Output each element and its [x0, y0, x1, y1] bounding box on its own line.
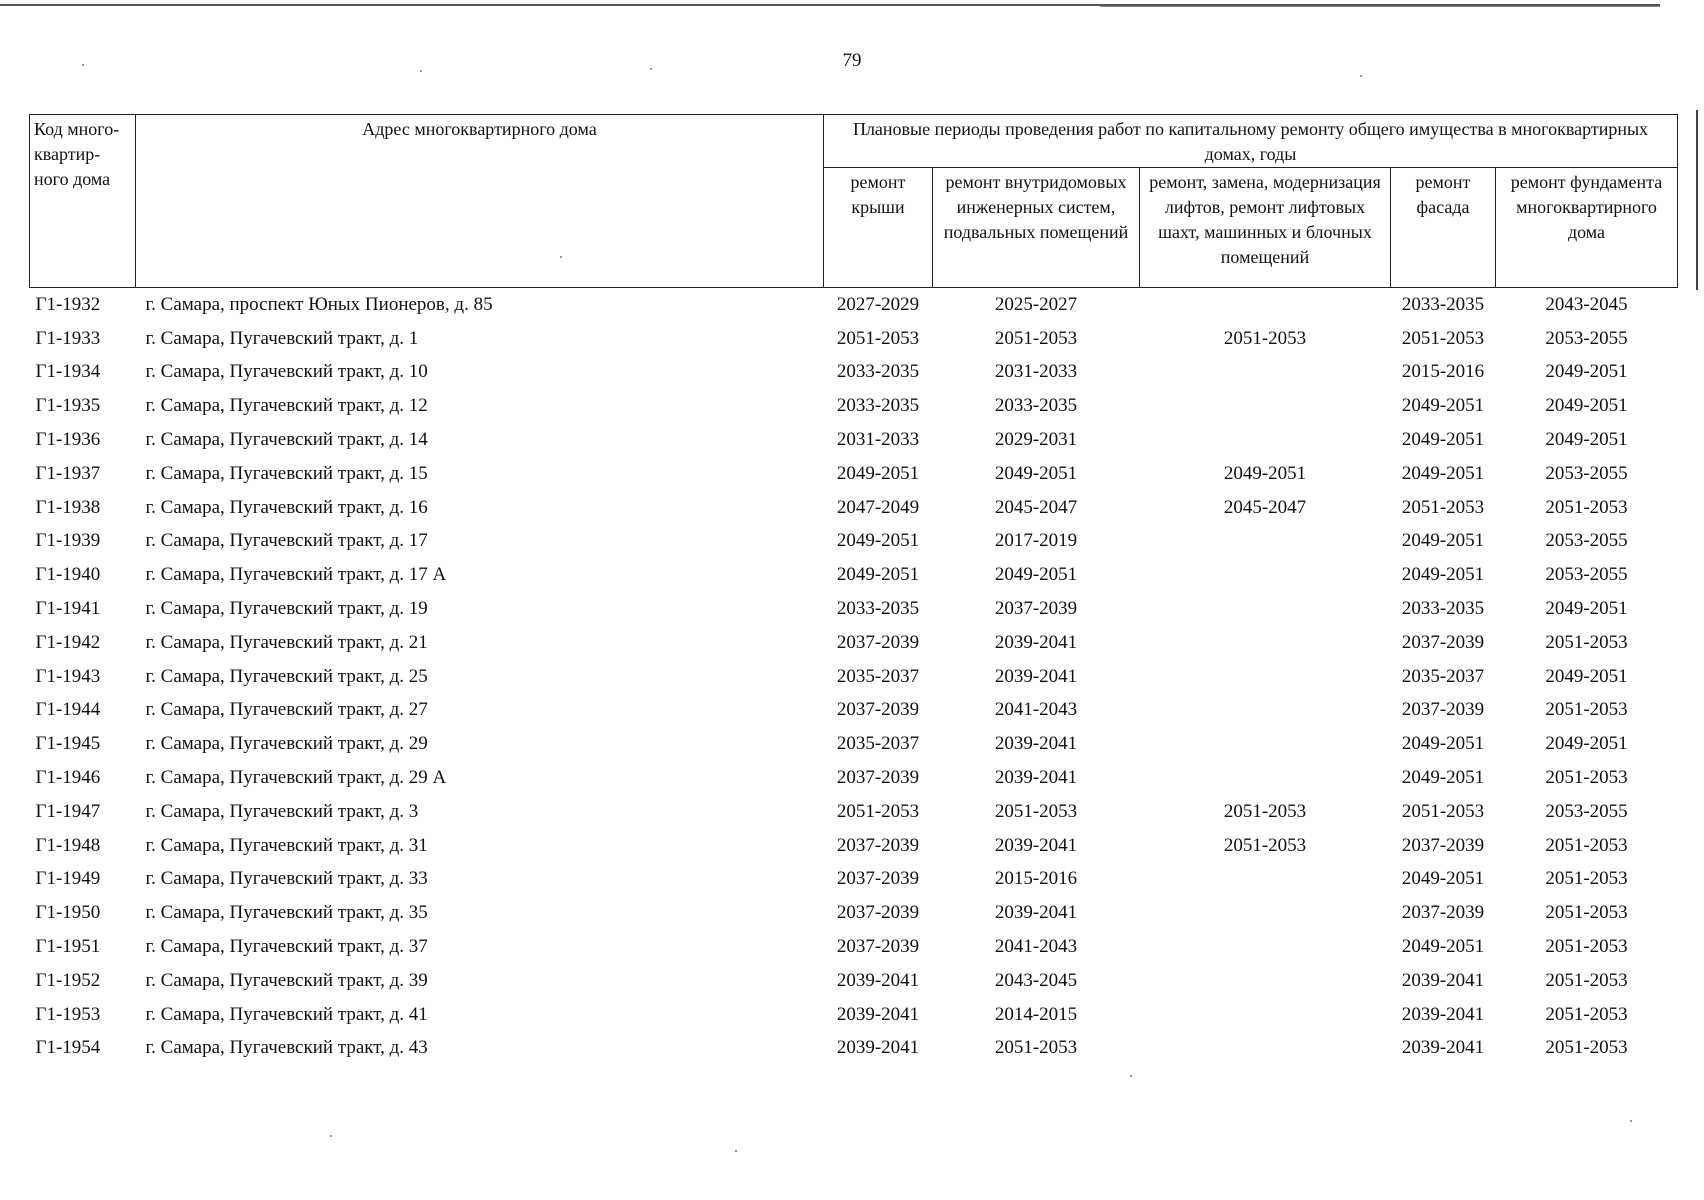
- cell-lifts: [1140, 558, 1391, 592]
- table-row: [30, 727, 1678, 761]
- table-row: [30, 423, 1678, 457]
- cell-address: г. Самара, Пугачевский тракт, д. 15: [145, 462, 428, 484]
- cell-foundation: 2051-2053: [1545, 936, 1628, 958]
- cell-code: Г1-1936: [35, 429, 101, 451]
- cell-code: Г1-1952: [35, 969, 101, 991]
- cell-address: г. Самара, Пугачевский тракт, д. 27: [145, 699, 428, 721]
- cell-roof: 2039-2041: [836, 1037, 920, 1059]
- cell-address: г. Самара, Пугачевский тракт, д. 12: [145, 395, 428, 417]
- cell-lifts: 2049-2051: [1223, 462, 1307, 484]
- cell-roof: 2037-2039: [836, 936, 920, 958]
- cell-foundation: 2049-2051: [1545, 361, 1628, 383]
- table-row: [30, 998, 1678, 1032]
- cell-foundation: 2053-2055: [1545, 800, 1628, 822]
- cell-roof: 2027-2029: [836, 293, 920, 315]
- cell-lifts: [1140, 964, 1391, 998]
- cell-facade: 2049-2051: [1401, 429, 1485, 451]
- cell-lifts: [1140, 998, 1391, 1032]
- cell-code: Г1-1935: [35, 395, 101, 417]
- cell-foundation: 2051-2053: [1545, 1037, 1628, 1059]
- cell-roof: 2037-2039: [836, 868, 920, 890]
- cell-lifts: 2051-2053: [1223, 800, 1307, 822]
- cell-facade: 2039-2041: [1401, 969, 1485, 991]
- cell-address: г. Самара, Пугачевский тракт, д. 43: [145, 1037, 428, 1059]
- cell-engineering: 2037-2039: [994, 598, 1078, 620]
- cell-roof: 2037-2039: [836, 767, 920, 789]
- cell-lifts: 2045-2047: [1223, 496, 1307, 518]
- cell-foundation: 2049-2051: [1545, 733, 1628, 755]
- cell-roof: 2037-2039: [836, 699, 920, 721]
- cell-facade: 2049-2051: [1401, 733, 1485, 755]
- table-row: [30, 558, 1678, 592]
- cell-engineering: 2051-2053: [994, 800, 1078, 822]
- page-number: 79: [842, 50, 862, 71]
- cell-lifts: [1140, 660, 1391, 694]
- cell-engineering: 2051-2053: [994, 327, 1078, 349]
- cell-foundation: 2043-2045: [1545, 293, 1628, 315]
- table-row: [30, 761, 1678, 795]
- cell-address: г. Самара, Пугачевский тракт, д. 10: [145, 361, 428, 383]
- table-row: [30, 457, 1678, 491]
- cell-roof: 2031-2033: [836, 429, 920, 451]
- cell-address: г. Самара, Пугачевский тракт, д. 17 А: [145, 564, 447, 586]
- cell-foundation: 2051-2053: [1545, 631, 1628, 653]
- cell-roof: 2051-2053: [836, 327, 920, 349]
- cell-foundation: 2053-2055: [1545, 564, 1628, 586]
- cell-facade: 2051-2053: [1401, 496, 1485, 518]
- table-row: [30, 389, 1678, 423]
- scan-speck: [82, 64, 84, 66]
- header-periods: Плановые периоды проведения работ по капитальному ремонту общего имущества в многоквартирных домах, годы: [824, 115, 1678, 168]
- cell-lifts: [1140, 356, 1391, 390]
- cell-code: Г1-1954: [35, 1037, 101, 1059]
- cell-foundation: 2053-2055: [1545, 462, 1628, 484]
- cell-engineering: 2015-2016: [994, 868, 1078, 890]
- cell-facade: 2049-2051: [1401, 530, 1485, 552]
- cell-foundation: 2049-2051: [1545, 429, 1628, 451]
- cell-code: Г1-1938: [35, 496, 101, 518]
- scan-speck: [1360, 75, 1362, 77]
- cell-facade: 2033-2035: [1401, 598, 1485, 620]
- scan-speck: [560, 256, 562, 258]
- cell-foundation: 2049-2051: [1545, 665, 1628, 687]
- header-foundation: ремонт фундамента многоквартирного дома: [1496, 168, 1678, 288]
- cell-code: Г1-1953: [35, 1003, 101, 1025]
- cell-roof: 2033-2035: [836, 395, 920, 417]
- header-lifts: ремонт, замена, модернизация лифтов, ремонт лифтовых шахт, машинных и блочных помещений: [1140, 168, 1391, 288]
- cell-lifts: [1140, 930, 1391, 964]
- cell-engineering: 2031-2033: [994, 361, 1078, 383]
- cell-facade: 2039-2041: [1401, 1003, 1485, 1025]
- cell-facade: 2051-2053: [1401, 800, 1485, 822]
- cell-facade: 2051-2053: [1401, 327, 1485, 349]
- cell-address: г. Самара, Пугачевский тракт, д. 14: [145, 429, 428, 451]
- table-row: [30, 491, 1678, 525]
- cell-facade: 2037-2039: [1401, 834, 1485, 856]
- scan-speck: [420, 70, 422, 72]
- cell-code: Г1-1945: [35, 733, 101, 755]
- cell-lifts: [1140, 288, 1391, 322]
- table-row: [30, 525, 1678, 559]
- cell-code: Г1-1947: [35, 800, 101, 822]
- table-row: [30, 592, 1678, 626]
- cell-engineering: 2014-2015: [994, 1003, 1078, 1025]
- cell-engineering: 2039-2041: [994, 733, 1078, 755]
- cell-engineering: 2049-2051: [994, 564, 1078, 586]
- cell-facade: 2049-2051: [1401, 395, 1485, 417]
- cell-engineering: 2033-2035: [994, 395, 1078, 417]
- cell-lifts: [1140, 896, 1391, 930]
- cell-lifts: [1140, 727, 1391, 761]
- cell-facade: 2049-2051: [1401, 936, 1485, 958]
- cell-address: г. Самара, Пугачевский тракт, д. 25: [145, 665, 428, 687]
- cell-facade: 2039-2041: [1401, 1037, 1485, 1059]
- cell-address: г. Самара, Пугачевский тракт, д. 21: [145, 631, 428, 653]
- header-engineering: ремонт внутридомовых инженерных систем, подвальных помещений: [933, 168, 1140, 288]
- cell-lifts: [1140, 626, 1391, 660]
- cell-roof: 2039-2041: [836, 1003, 920, 1025]
- table-row: [30, 356, 1678, 390]
- cell-code: Г1-1940: [35, 564, 101, 586]
- table-row: [30, 863, 1678, 897]
- table-row: [30, 322, 1678, 356]
- table-row: [30, 795, 1678, 829]
- cell-address: г. Самара, Пугачевский тракт, д. 41: [145, 1003, 428, 1025]
- cell-foundation: 2051-2053: [1545, 496, 1628, 518]
- cell-roof: 2047-2049: [836, 496, 920, 518]
- cell-foundation: 2051-2053: [1545, 902, 1628, 924]
- cell-lifts: [1140, 525, 1391, 559]
- cell-code: Г1-1937: [35, 462, 101, 484]
- cell-engineering: 2041-2043: [994, 699, 1078, 721]
- cell-address: г. Самара, Пугачевский тракт, д. 31: [145, 834, 428, 856]
- cell-facade: 2049-2051: [1401, 462, 1485, 484]
- cell-address: г. Самара, Пугачевский тракт, д. 39: [145, 969, 428, 991]
- cell-roof: 2037-2039: [836, 902, 920, 924]
- cell-roof: 2037-2039: [836, 631, 920, 653]
- cell-foundation: 2051-2053: [1545, 834, 1628, 856]
- cell-code: Г1-1941: [35, 598, 101, 620]
- table-row: [30, 896, 1678, 930]
- scan-speck: [650, 68, 652, 70]
- cell-code: Г1-1932: [35, 293, 101, 315]
- cell-lifts: 2051-2053: [1223, 327, 1307, 349]
- table-row: [30, 660, 1678, 694]
- cell-facade: 2037-2039: [1401, 699, 1485, 721]
- cell-code: Г1-1946: [35, 767, 101, 789]
- cell-address: г. Самара, Пугачевский тракт, д. 16: [145, 496, 428, 518]
- cell-foundation: 2051-2053: [1545, 868, 1628, 890]
- cell-code: Г1-1944: [35, 699, 101, 721]
- cell-facade: 2049-2051: [1401, 564, 1485, 586]
- cell-roof: 2051-2053: [836, 800, 920, 822]
- cell-engineering: 2039-2041: [994, 767, 1078, 789]
- cell-lifts: [1140, 1032, 1391, 1066]
- cell-engineering: 2051-2053: [994, 1037, 1078, 1059]
- table-row: [30, 288, 1678, 322]
- table-header: [30, 115, 1678, 288]
- cell-roof: 2035-2037: [836, 733, 920, 755]
- cell-facade: 2049-2051: [1401, 868, 1485, 890]
- table-row: [30, 626, 1678, 660]
- cell-lifts: [1140, 761, 1391, 795]
- cell-roof: 2033-2035: [836, 598, 920, 620]
- scan-top-border-secondary: [1100, 6, 1660, 7]
- cell-roof: 2037-2039: [836, 834, 920, 856]
- scan-speck: [1630, 1120, 1632, 1122]
- cell-engineering: 2049-2051: [994, 462, 1078, 484]
- table-row: [30, 694, 1678, 728]
- cell-address: г. Самара, Пугачевский тракт, д. 35: [145, 902, 428, 924]
- table-row: [30, 829, 1678, 863]
- cell-lifts: [1140, 592, 1391, 626]
- cell-roof: 2039-2041: [836, 969, 920, 991]
- scan-right-edge: [1696, 110, 1698, 290]
- cell-lifts: [1140, 694, 1391, 728]
- cell-foundation: 2051-2053: [1545, 969, 1628, 991]
- cell-roof: 2049-2051: [836, 564, 920, 586]
- repair-schedule-table-wrapper: [29, 114, 1677, 1065]
- cell-foundation: 2049-2051: [1545, 395, 1628, 417]
- cell-engineering: 2045-2047: [994, 496, 1078, 518]
- cell-engineering: 2039-2041: [994, 631, 1078, 653]
- cell-foundation: 2051-2053: [1545, 1003, 1628, 1025]
- table-row: [30, 1032, 1678, 1066]
- scan-speck: [735, 1150, 737, 1152]
- cell-code: Г1-1951: [35, 936, 101, 958]
- scan-speck: [330, 1135, 332, 1137]
- cell-engineering: 2039-2041: [994, 902, 1078, 924]
- cell-lifts: [1140, 423, 1391, 457]
- cell-engineering: 2039-2041: [994, 665, 1078, 687]
- cell-address: г. Самара, Пугачевский тракт, д. 33: [145, 868, 428, 890]
- cell-address: г. Самара, проспект Юных Пионеров, д. 85: [145, 293, 493, 315]
- cell-address: г. Самара, Пугачевский тракт, д. 37: [145, 936, 428, 958]
- cell-roof: 2049-2051: [836, 462, 920, 484]
- cell-engineering: 2043-2045: [994, 969, 1078, 991]
- cell-code: Г1-1948: [35, 834, 101, 856]
- header-roof: ремонт крыши: [824, 168, 933, 288]
- cell-roof: 2033-2035: [836, 361, 920, 383]
- cell-engineering: 2029-2031: [994, 429, 1078, 451]
- cell-address: г. Самара, Пугачевский тракт, д. 17: [145, 530, 428, 552]
- cell-engineering: 2039-2041: [994, 834, 1078, 856]
- cell-facade: 2049-2051: [1401, 767, 1485, 789]
- table-body: [30, 288, 1678, 1066]
- cell-lifts: [1140, 389, 1391, 423]
- cell-engineering: 2017-2019: [994, 530, 1078, 552]
- cell-foundation: 2049-2051: [1545, 598, 1628, 620]
- cell-address: г. Самара, Пугачевский тракт, д. 29 А: [145, 767, 447, 789]
- scan-speck: [1130, 1075, 1132, 1077]
- header-code: Код много-квартир-ного дома: [30, 115, 136, 288]
- cell-facade: 2015-2016: [1401, 361, 1485, 383]
- cell-foundation: 2051-2053: [1545, 767, 1628, 789]
- cell-roof: 2035-2037: [836, 665, 920, 687]
- cell-engineering: 2041-2043: [994, 936, 1078, 958]
- cell-address: г. Самара, Пугачевский тракт, д. 1: [145, 327, 419, 349]
- cell-foundation: 2053-2055: [1545, 327, 1628, 349]
- header-address: Адрес многоквартирного дома: [136, 115, 824, 288]
- repair-schedule-table: [29, 114, 1678, 1065]
- cell-code: Г1-1949: [35, 868, 101, 890]
- table-row: [30, 930, 1678, 964]
- cell-facade: 2037-2039: [1401, 902, 1485, 924]
- cell-code: Г1-1934: [35, 361, 101, 383]
- cell-address: г. Самара, Пугачевский тракт, д. 29: [145, 733, 428, 755]
- cell-code: Г1-1943: [35, 665, 101, 687]
- cell-foundation: 2051-2053: [1545, 699, 1628, 721]
- cell-address: г. Самара, Пугачевский тракт, д. 19: [145, 598, 428, 620]
- cell-foundation: 2053-2055: [1545, 530, 1628, 552]
- table-row: [30, 964, 1678, 998]
- cell-facade: 2037-2039: [1401, 631, 1485, 653]
- cell-code: Г1-1942: [35, 631, 101, 653]
- cell-engineering: 2025-2027: [994, 293, 1078, 315]
- cell-facade: 2033-2035: [1401, 293, 1485, 315]
- cell-roof: 2049-2051: [836, 530, 920, 552]
- header-facade: ремонт фасада: [1391, 168, 1496, 288]
- cell-lifts: 2051-2053: [1223, 834, 1307, 856]
- cell-code: Г1-1950: [35, 902, 101, 924]
- cell-facade: 2035-2037: [1401, 665, 1485, 687]
- cell-code: Г1-1939: [35, 530, 101, 552]
- cell-code: Г1-1933: [35, 327, 101, 349]
- cell-address: г. Самара, Пугачевский тракт, д. 3: [145, 800, 419, 822]
- cell-lifts: [1140, 863, 1391, 897]
